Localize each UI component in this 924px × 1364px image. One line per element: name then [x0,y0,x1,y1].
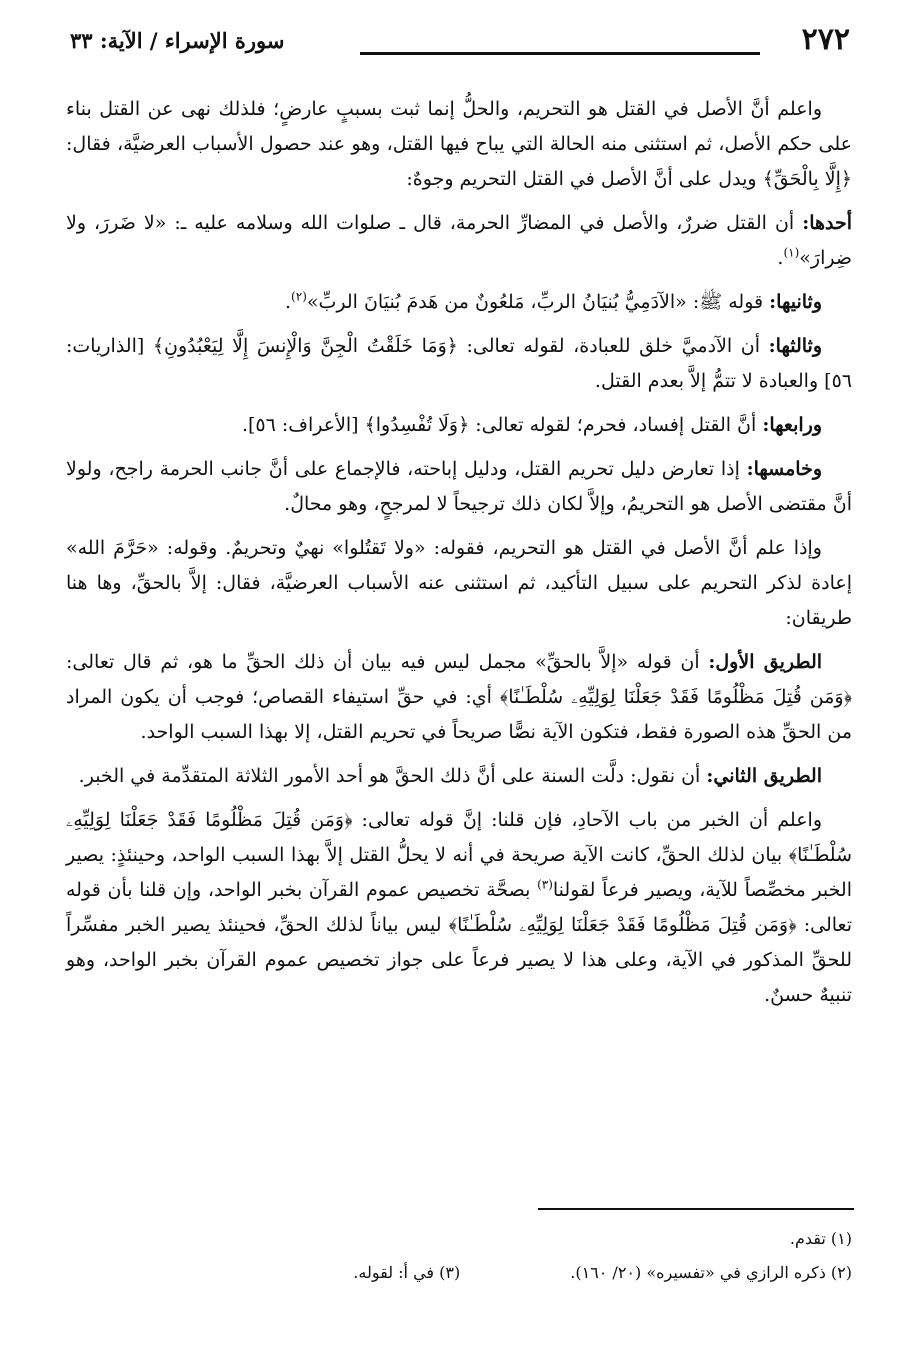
paragraph-text: أن نقول: دلَّت السنة على أنَّ ذلك الحقَّ هو أحد الأمور الثلاثة المتقدِّمة في الخبر. [78,765,701,787]
paragraph-text-end: . [285,291,292,313]
footnote-row [72,1256,852,1290]
footnote-separator [538,1208,854,1210]
paragraph-text: وإذا علم أنَّ الأصل في القتل هو التحريم، فقوله: «ولا تَقتُلوا» نهيٌ وتحريمٌ. وقوله: «حَرَّمَ الله» إعادة لذكر التحريم على سبيل التأكيد، ثم استثنى عنه الأسباب العرضيَّة، فقال: إلاَّ بالحقِّ، وها هنا طريقان: [66,537,852,629]
main-text [66,92,852,1022]
paragraph-second-reason [66,285,852,320]
paragraph-text: أن القتل ضررٌ، والأصل في المضارِّ الحرمة، قال ـ صلوات الله وسلامه عليه ـ: «لا ضَررَ، ولا ضِرارَ» [66,212,852,269]
footnote-1: (١) تقدم. [789,1229,852,1248]
paragraph-text: واعلم أن الخبر من باب الآحادِ، فإن قلنا: إنَّ قوله تعالى: ﴿وَمَن قُتِلَ مَظْلُومًا فَقَدْ جَعَلْنَا لِوَلِيِّهِۦ سُلْطَـٰنًا﴾ بيان لذلك الحقِّ، كانت الآية صريحة في أنه لا يحلُّ القتل إلاَّ بهذا السبب الواحد، وحينئذٍ: يصير الخبر مخصِّصاً للآية، ويصير فرعاً لقولنا [66,809,852,901]
paragraph-final [66,803,852,1013]
paragraph-label: وخامسها: [746,458,823,480]
paragraph-conclusion [66,531,852,636]
page-header [70,22,850,62]
paragraph-fifth-reason [66,452,852,522]
header-rule [360,52,760,55]
paragraph-text: أن الآدميَّ خلق للعبادة، لقوله تعالى: ﴿وَمَا خَلَقْتُ الْجِنَّ وَالْإِنسَ إِلَّا لِيَعْبُدُونِ﴾ [الذاريات: ٥٦] والعبادة لا تتمُّ إلاَّ بعدم القتل. [66,335,852,392]
paragraph-first-way [66,645,852,750]
paragraph-text-end: بصحَّة تخصيص عموم القرآن بخبر الواحد، وإن قلنا بأن قوله تعالى: ﴿وَمَن قُتِلَ مَظْلُومًا فَقَدْ جَعَلْنَا لِوَلِيِّهِۦ سُلْطَـٰنًا﴾ ليس بياناً لذلك الحقِّ، فحينئذ يصير الخبر مفسِّراً للحقِّ المذكور في الآية، وعلى هذا لا يصير فرعاً على جواز تخصيص عموم القرآن بخبر الواحد، وهو تنبيهٌ حسنٌ. [66,879,852,1006]
paragraph-text-end: . [777,247,784,269]
paragraph-label: وثالثها: [768,335,822,357]
paragraph-text: واعلم أنَّ الأصل في القتل هو التحريم، والحلُّ إنما ثبت بسببٍ عارضٍ؛ فلذلك نهى عن القتل بناء على حكم الأصل، ثم استثنى منه الحالة التي يباح فيها القتل، وهو عند حصول الأسباب العرضيَّة، فقال: ﴿إِلَّا بِالْحَقِّ﴾ ويدل على أنَّ الأصل في القتل التحريم وجوهٌ: [66,98,852,190]
paragraph-fourth-reason [66,408,852,443]
footnotes [72,1222,852,1290]
paragraph-label: الطريق الأول: [708,651,823,673]
paragraph-text: إذا تعارض دليل تحريم القتل، ودليل إباحته، فالإجماع على أنَّ جانب الحرمة راجح، ولولا أنَّ مقتضى الأصل هو التحريمُ، وإلاَّ لكان ذلك ترجيحاً لا لمرجحٍ، وهو محالٌ. [66,458,852,515]
footnote-2: (٢) ذكره الرازي في «تفسيره» (٢٠/ ١٦٠). [570,1263,852,1282]
paragraph-label: الطريق الثاني: [706,765,822,787]
paragraph-text: قوله ﷺ: «الآدَمِيُّ بُنيَانُ الربِّ، مَلعُونٌ من هَدمَ بُنيَانَ الربِّ» [306,291,764,313]
paragraph-label: ورابعها: [762,414,822,436]
paragraph-text: أنَّ القتل إفساد، فحرم؛ لقوله تعالى: ﴿وَلَا تُفْسِدُوا﴾ [الأعراف: ٥٦]. [241,414,757,436]
footnote-ref[interactable]: (١) [783,245,800,260]
paragraph-label: وثانيها: [769,291,822,313]
paragraph-intro [66,92,852,197]
paragraph-first-reason [66,206,852,276]
running-title: سورة الإسراء / الآية: ٣٣ [70,28,285,53]
page-number: ٢٧٢ [801,22,850,57]
paragraph-third-reason [66,329,852,399]
footnote-ref[interactable]: (٢) [291,289,307,304]
paragraph-label: أحدها: [802,212,853,234]
paragraph-second-way [66,759,852,794]
footnote-3: (٣) في أ: لقوله. [353,1263,461,1282]
paragraph-text: أن قوله «إلاَّ بالحقِّ» مجمل ليس فيه بيان أن ذلك الحقِّ ما هو، ثم قال تعالى: ﴿وَمَن قُتِلَ مَظْلُومًا فَقَدْ جَعَلْنَا لِوَلِيِّهِۦ سُلْطَـٰنًا﴾ أي: في حقِّ استيفاء القصاص؛ فوجب أن يكون المراد من الحقِّ هذه الصورة فقط، فتكون الآية نصًّا صريحاً في تحريم القتل، إلا بهذا السبب الواحد. [66,651,852,743]
footnote-ref[interactable]: (٣) [537,877,553,892]
